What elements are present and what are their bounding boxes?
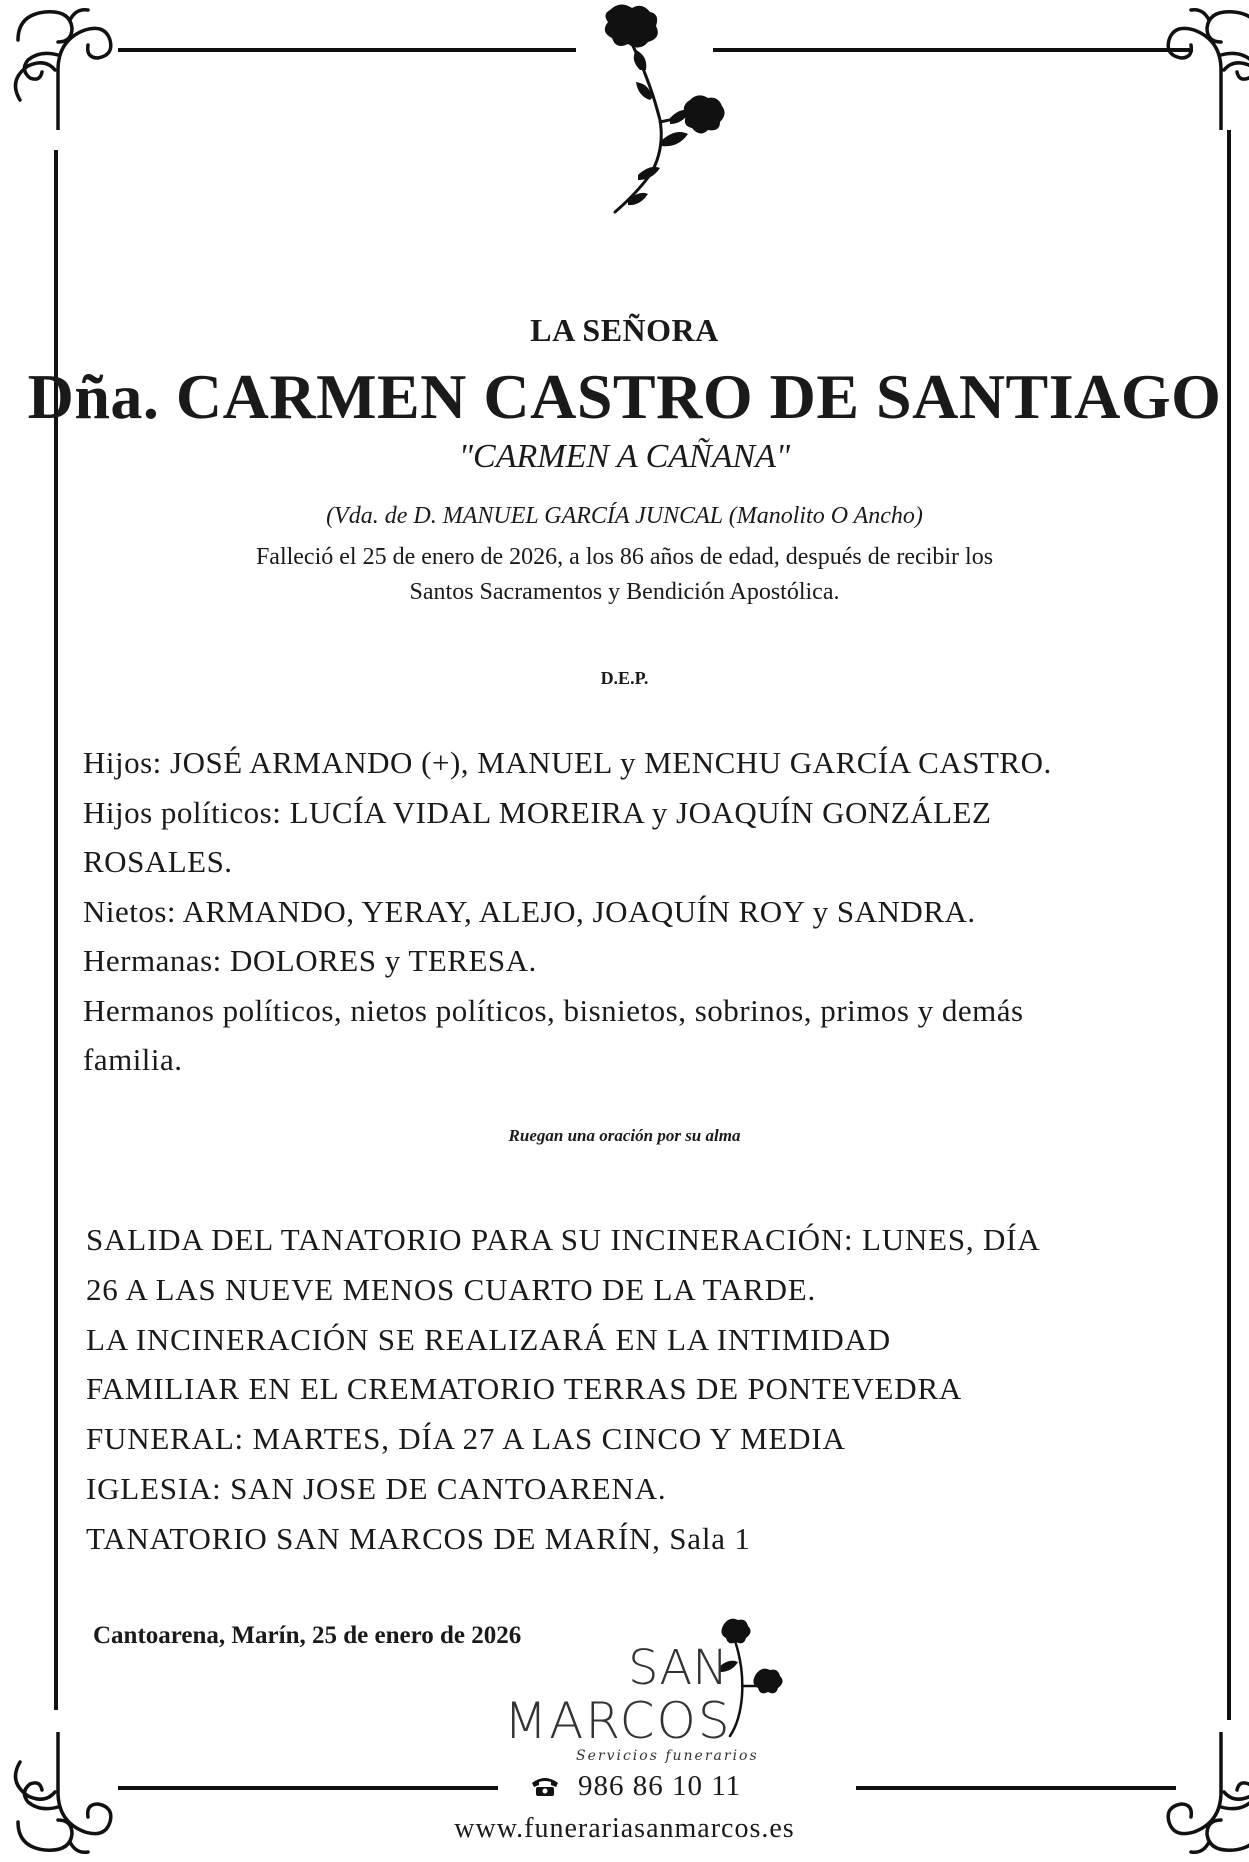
prayer-request: Ruegan una oración por su alma (508, 1126, 741, 1145)
rest-in-peace-label: D.E.P. (600, 668, 649, 688)
deceased-name: Dña. CARMEN CASTRO DE SANTIAGO (27, 361, 1222, 432)
logo-marcos: MARCOS (504, 1692, 732, 1750)
flower-stem-icon (590, 0, 740, 215)
corner-ornament-icon (0, 0, 130, 130)
frame-top-right-line (713, 48, 1193, 52)
death-statement-line-1: Falleció el 25 de enero de 2026, a los 86 años de edad, después de recibir los (255, 544, 994, 570)
frame-top-left-line (118, 48, 576, 52)
phone-number: 986 86 10 11 (578, 1770, 742, 1802)
logo-san: SAN (628, 1640, 729, 1696)
family-line: familia. (83, 1042, 183, 1077)
family-line: Hijos: JOSÉ ARMANDO (+), MANUEL y MENCHU GARCÍA CASTRO. (83, 745, 1052, 780)
website-link[interactable]: www.funerariasanmarcos.es (454, 1813, 795, 1844)
deceased-nickname: "CARMEN A CAÑANA" (458, 438, 791, 475)
ceremony-line: 26 A LAS NUEVE MENOS CUARTO DE LA TARDE. (86, 1271, 817, 1307)
frame-bottom-left-line (118, 1786, 498, 1790)
telephone-icon (530, 1775, 560, 1797)
logo-tagline: Servicios funerarios (576, 1748, 759, 1764)
death-statement-line-2: Santos Sacramentos y Bendición Apostólica. (409, 579, 840, 605)
family-line: Hermanos políticos, nietos políticos, bisnietos, sobrinos, primos y demás (83, 992, 1024, 1028)
phone-row (530, 1770, 741, 1803)
corner-ornament-icon (1149, 0, 1249, 130)
widow-of-line: (Vda. de D. MANUEL GARCÍA JUNCAL (Manolito O Ancho) (326, 503, 923, 529)
ceremony-details (86, 1215, 1206, 1564)
family-line: Nietos: ARMANDO, YERAY, ALEJO, JOAQUÍN ROY y SANDRA. (83, 893, 976, 929)
ceremony-line: SALIDA DEL TANATORIO PARA SU INCINERACIÓN: LUNES, DÍA (86, 1222, 1041, 1257)
place-and-date: Cantoarena, Marín, 25 de enero de 2026 (93, 1622, 522, 1649)
ceremony-line: TANATORIO SAN MARCOS DE MARÍN, Sala 1 (86, 1520, 751, 1556)
ceremony-line: FUNERAL: MARTES, DÍA 27 A LAS CINCO Y MEDIA (86, 1421, 846, 1457)
ceremony-line: IGLESIA: SAN JOSE DE CANTOARENA. (86, 1470, 667, 1506)
san-marcos-logo (494, 1606, 794, 1766)
family-list (83, 738, 1203, 1085)
family-line: Hermanas: DOLORES y TERESA. (83, 943, 537, 978)
frame-bottom-right-line (856, 1786, 1176, 1790)
family-line: Hijos políticos: LUCÍA VIDAL MOREIRA y JOAQUÍN GONZÁLEZ (83, 794, 992, 830)
family-line: ROSALES. (83, 844, 233, 879)
ceremony-line: LA INCINERACIÓN SE REALIZARÁ EN LA INTIMIDAD (86, 1321, 891, 1357)
ceremony-line: FAMILIAR EN EL CREMATORIO TERRAS DE PONTEVEDRA (86, 1371, 963, 1407)
header-label: LA SEÑORA (530, 312, 719, 348)
